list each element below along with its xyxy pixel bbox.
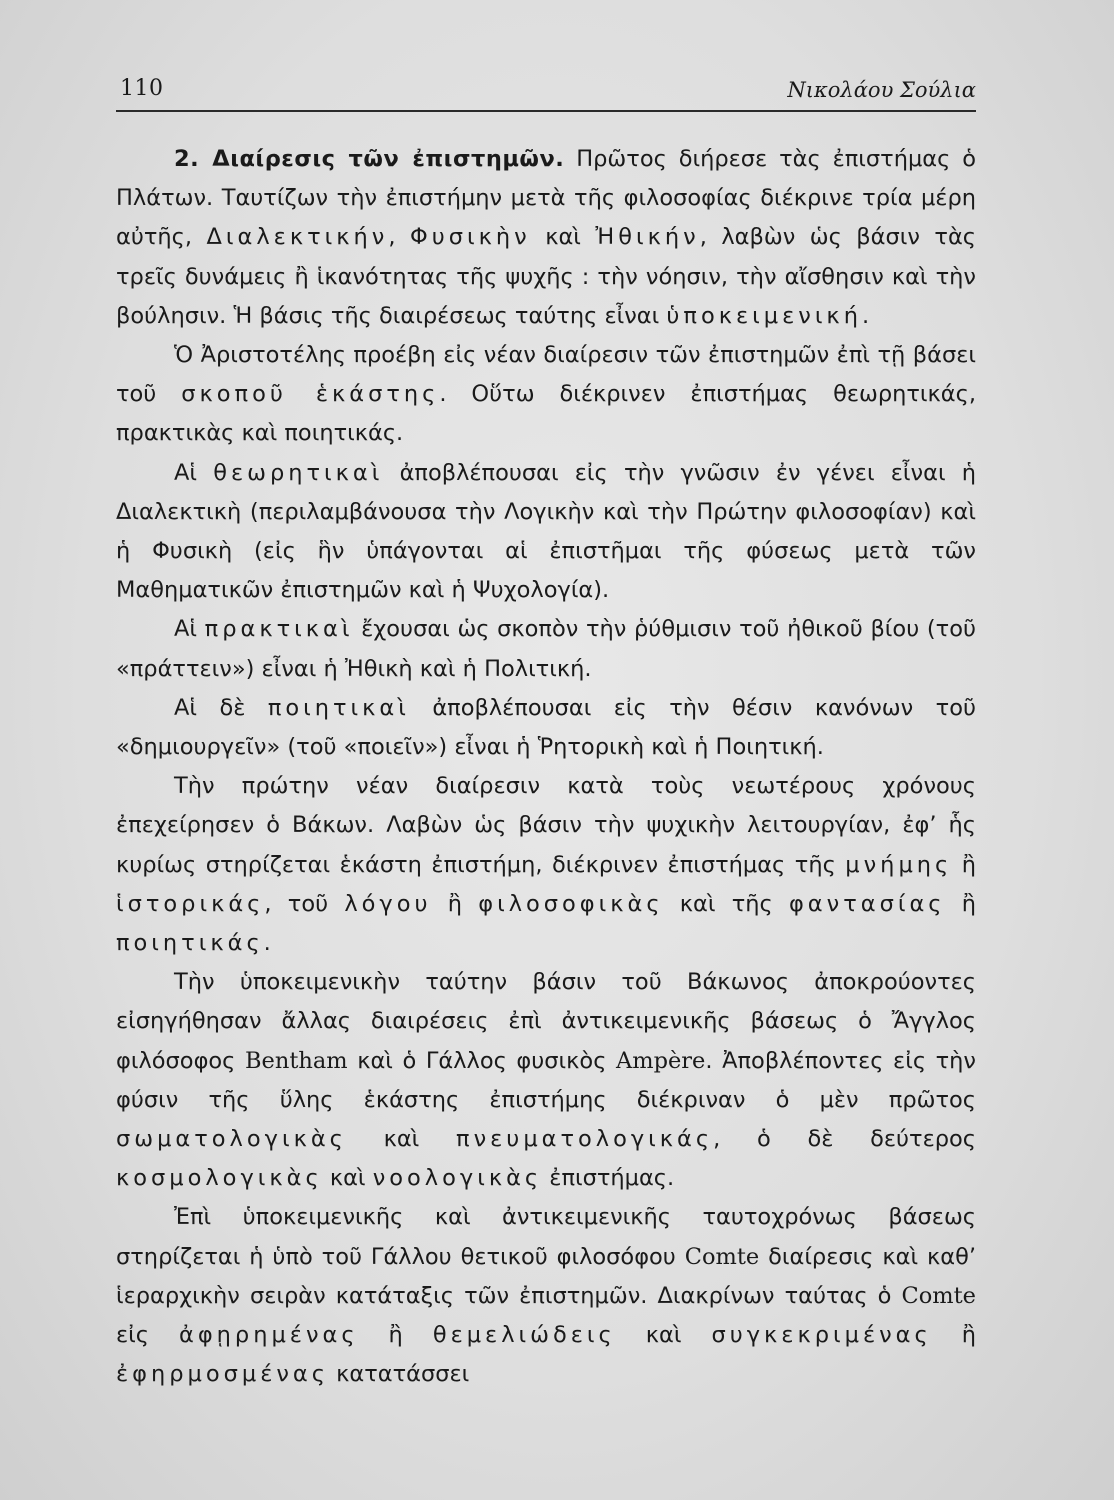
text-run: . [861, 302, 870, 329]
latin-name: Ampère [616, 1047, 706, 1074]
text-run: καὶ τῆς [663, 890, 789, 917]
text-run: ἢ [952, 851, 976, 878]
paragraph-2 [116, 336, 976, 454]
spaced-term: κοσμολογικὰς [116, 1165, 323, 1192]
body-text [116, 140, 976, 1395]
spaced-term: σκοποῦ ἑκάστης [181, 381, 440, 408]
spaced-term: θεωρητικαὶ [213, 459, 384, 486]
spaced-term: φιλοσοφικὰς [478, 890, 664, 917]
text-run: Πρῶτος διήρεσε τὰς ἐπιστήμας ὁ Πλάτων. Ταυτίζων τὴν ἐπιστήμην μετὰ τῆς φιλοσοφίας διέκρινε τρία μέρη αὐτῆς, [116, 146, 976, 251]
latin-name: Bentham [244, 1047, 348, 1074]
text-run: καὶ [530, 224, 596, 251]
latin-name: Comte [901, 1282, 976, 1309]
text-run: , ὁ δὲ δεύτερος [713, 1126, 977, 1153]
paragraph-7 [116, 963, 976, 1198]
spaced-term: μνήμης [845, 851, 953, 878]
paragraph-3 [116, 454, 976, 611]
text-run: καὶ ὁ Γάλλος φυσικὸς [347, 1047, 616, 1074]
page-header [116, 72, 976, 112]
text-run: Ὁ Ἀριστοτέλης προέβη εἰς νέαν διαίρεσιν τῶν ἐπιστημῶν ἐπὶ τῇ βάσει τοῦ [116, 342, 976, 408]
spaced-term: ἐφηρμοσμένας [116, 1361, 329, 1388]
spaced-term: ἀφῃρημένας [178, 1322, 359, 1349]
spaced-term: λόγου [344, 890, 432, 917]
text-run: , λαβὼν ὡς βάσιν τὰς τρεῖς δυνάμεις ἢ ἱκανότητας τῆς ψυχῆς : τὴν νόησιν, τὴν αἴσθησιν καὶ τὴν βούλησιν. Ἡ βάσις τῆς διαιρέσεως ταύτης εἶναι [116, 224, 976, 329]
spaced-term: ὑποκειμενική [666, 302, 862, 329]
text-run: Τὴν πρώτην νέαν διαίρεσιν κατὰ τοὺς νεωτέρους χρόνους ἐπεχείρησεν ὁ Βάκων. Λαβὼν ὡς βάσιν τὴν ψυχικὴν λειτουργίαν, ἐφ’ ἧς κυρίως στηρίζεται ἑκάστη ἐπιστήμη, διέκρινεν ἐπιστήμας τῆς [116, 773, 976, 878]
text-run: . Ἀποβλέποντες εἰς τὴν φύσιν τῆς ὕλης ἑκάστης ἐπιστήμης διέκριναν ὁ μὲν πρῶτος [116, 1047, 977, 1113]
text-run: καὶ [346, 1126, 457, 1153]
text-run: ἢ [431, 890, 479, 917]
text-run: ἢ [931, 1322, 976, 1349]
spaced-term: συγκεκριμένας [711, 1322, 932, 1349]
spaced-term: ποιητικαὶ [267, 694, 410, 721]
paragraph-8 [116, 1198, 976, 1394]
spaced-term: Φυσικὴν [410, 224, 531, 251]
section-heading: 2. Διαίρεσις τῶν ἐπιστημῶν. [174, 146, 565, 172]
page-number: 110 [120, 76, 164, 101]
spaced-term: σωματολογικὰς [116, 1126, 347, 1153]
text-run: ἢ [358, 1322, 433, 1349]
text-run: καὶ [322, 1165, 373, 1192]
spaced-term: Ἠθικήν [595, 224, 700, 251]
text-run: . [263, 930, 271, 957]
paragraph-1 [116, 140, 976, 336]
running-head: Νικολάου Σούλια [787, 78, 976, 102]
text-run: ἀποβλέπουσαι εἰς τὴν θέσιν κανόνων τοῦ «δημιουργεῖν» (τοῦ «ποιεῖν») εἶναι ἡ Ῥητορικὴ καὶ ἡ Ποιητική. [116, 694, 976, 761]
spaced-term: φαντασίας [788, 890, 946, 917]
text-run: . Οὕτω διέκρινεν ἐπιστήμας θεωρητικάς, πρακτικὰς καὶ ποιητικάς. [116, 381, 976, 447]
text-run: Ἐπὶ ὑποκειμενικῆς καὶ ἀντικειμενικῆς ταυτοχρόνως βάσεως στηρίζεται ἡ ὑπὸ τοῦ Γάλλου θετικοῦ φιλοσόφου [116, 1204, 976, 1270]
text-run: καὶ [615, 1322, 712, 1349]
text-run: διαίρεσις καὶ καθ’ ἱεραρχικὴν σειρὰν κατάταξις τῶν ἐπιστημῶν. Διακρίνων ταύτας ὁ [116, 1243, 976, 1309]
text-run: Αἱ [174, 459, 214, 486]
spaced-term: πρακτικαὶ [204, 616, 354, 643]
text-run: ἢ [945, 890, 976, 917]
text-run: Τὴν ὑποκειμενικὴν ταύτην βάσιν τοῦ Βάκωνος ἀποκρούοντες εἰσηγήθησαν ἄλλας διαιρέσεις ἐπὶ ἀντικειμενικῆς βάσεως ὁ Ἄγγλος φιλόσοφος [116, 969, 976, 1074]
spaced-term: ποιητικάς [116, 930, 264, 957]
spaced-term: νοολογικὰς [372, 1165, 543, 1192]
text-run: Αἱ δὲ [174, 694, 268, 721]
spaced-term: Διαλεκτικήν [206, 224, 389, 251]
spaced-term: πνευματολογικάς [456, 1126, 714, 1153]
spaced-term: ἱστορικάς [116, 890, 265, 917]
text-run: Αἱ [174, 616, 205, 643]
text-run: εἰς [116, 1322, 179, 1349]
paragraph-5 [116, 689, 976, 767]
text-run: , τοῦ [264, 890, 345, 917]
text-run: κατατάσσει [328, 1361, 470, 1388]
latin-name: Comte [684, 1243, 760, 1270]
spaced-term: θεμελιώδεις [432, 1322, 616, 1349]
paragraph-6 [116, 767, 976, 963]
text-run: ἐπιστήμας. [542, 1165, 675, 1192]
text-run: , [388, 224, 410, 251]
paragraph-4 [116, 610, 976, 688]
text-run: ἔχουσαι ὡς σκοπὸν τὴν ῥύθμισιν τοῦ ἠθικοῦ βίου (τοῦ «πράττειν») εἶναι ἡ Ἠθικὴ καὶ ἡ Πολιτική. [116, 616, 976, 682]
text-run: ἀποβλέπουσαι εἰς τὴν γνῶσιν ἐν γένει εἶναι ἡ Διαλεκτικὴ (περιλαμβάνουσα τὴν Λογικὴν καὶ τὴν Πρώτην φιλοσοφίαν) καὶ ἡ Φυσικὴ (εἰς ἣν ὑπάγονται αἱ ἐπιστῆμαι τῆς φύσεως μετὰ τῶν Μαθηματικῶν ἐπιστημῶν καὶ ἡ Ψυχολογία). [116, 459, 976, 604]
